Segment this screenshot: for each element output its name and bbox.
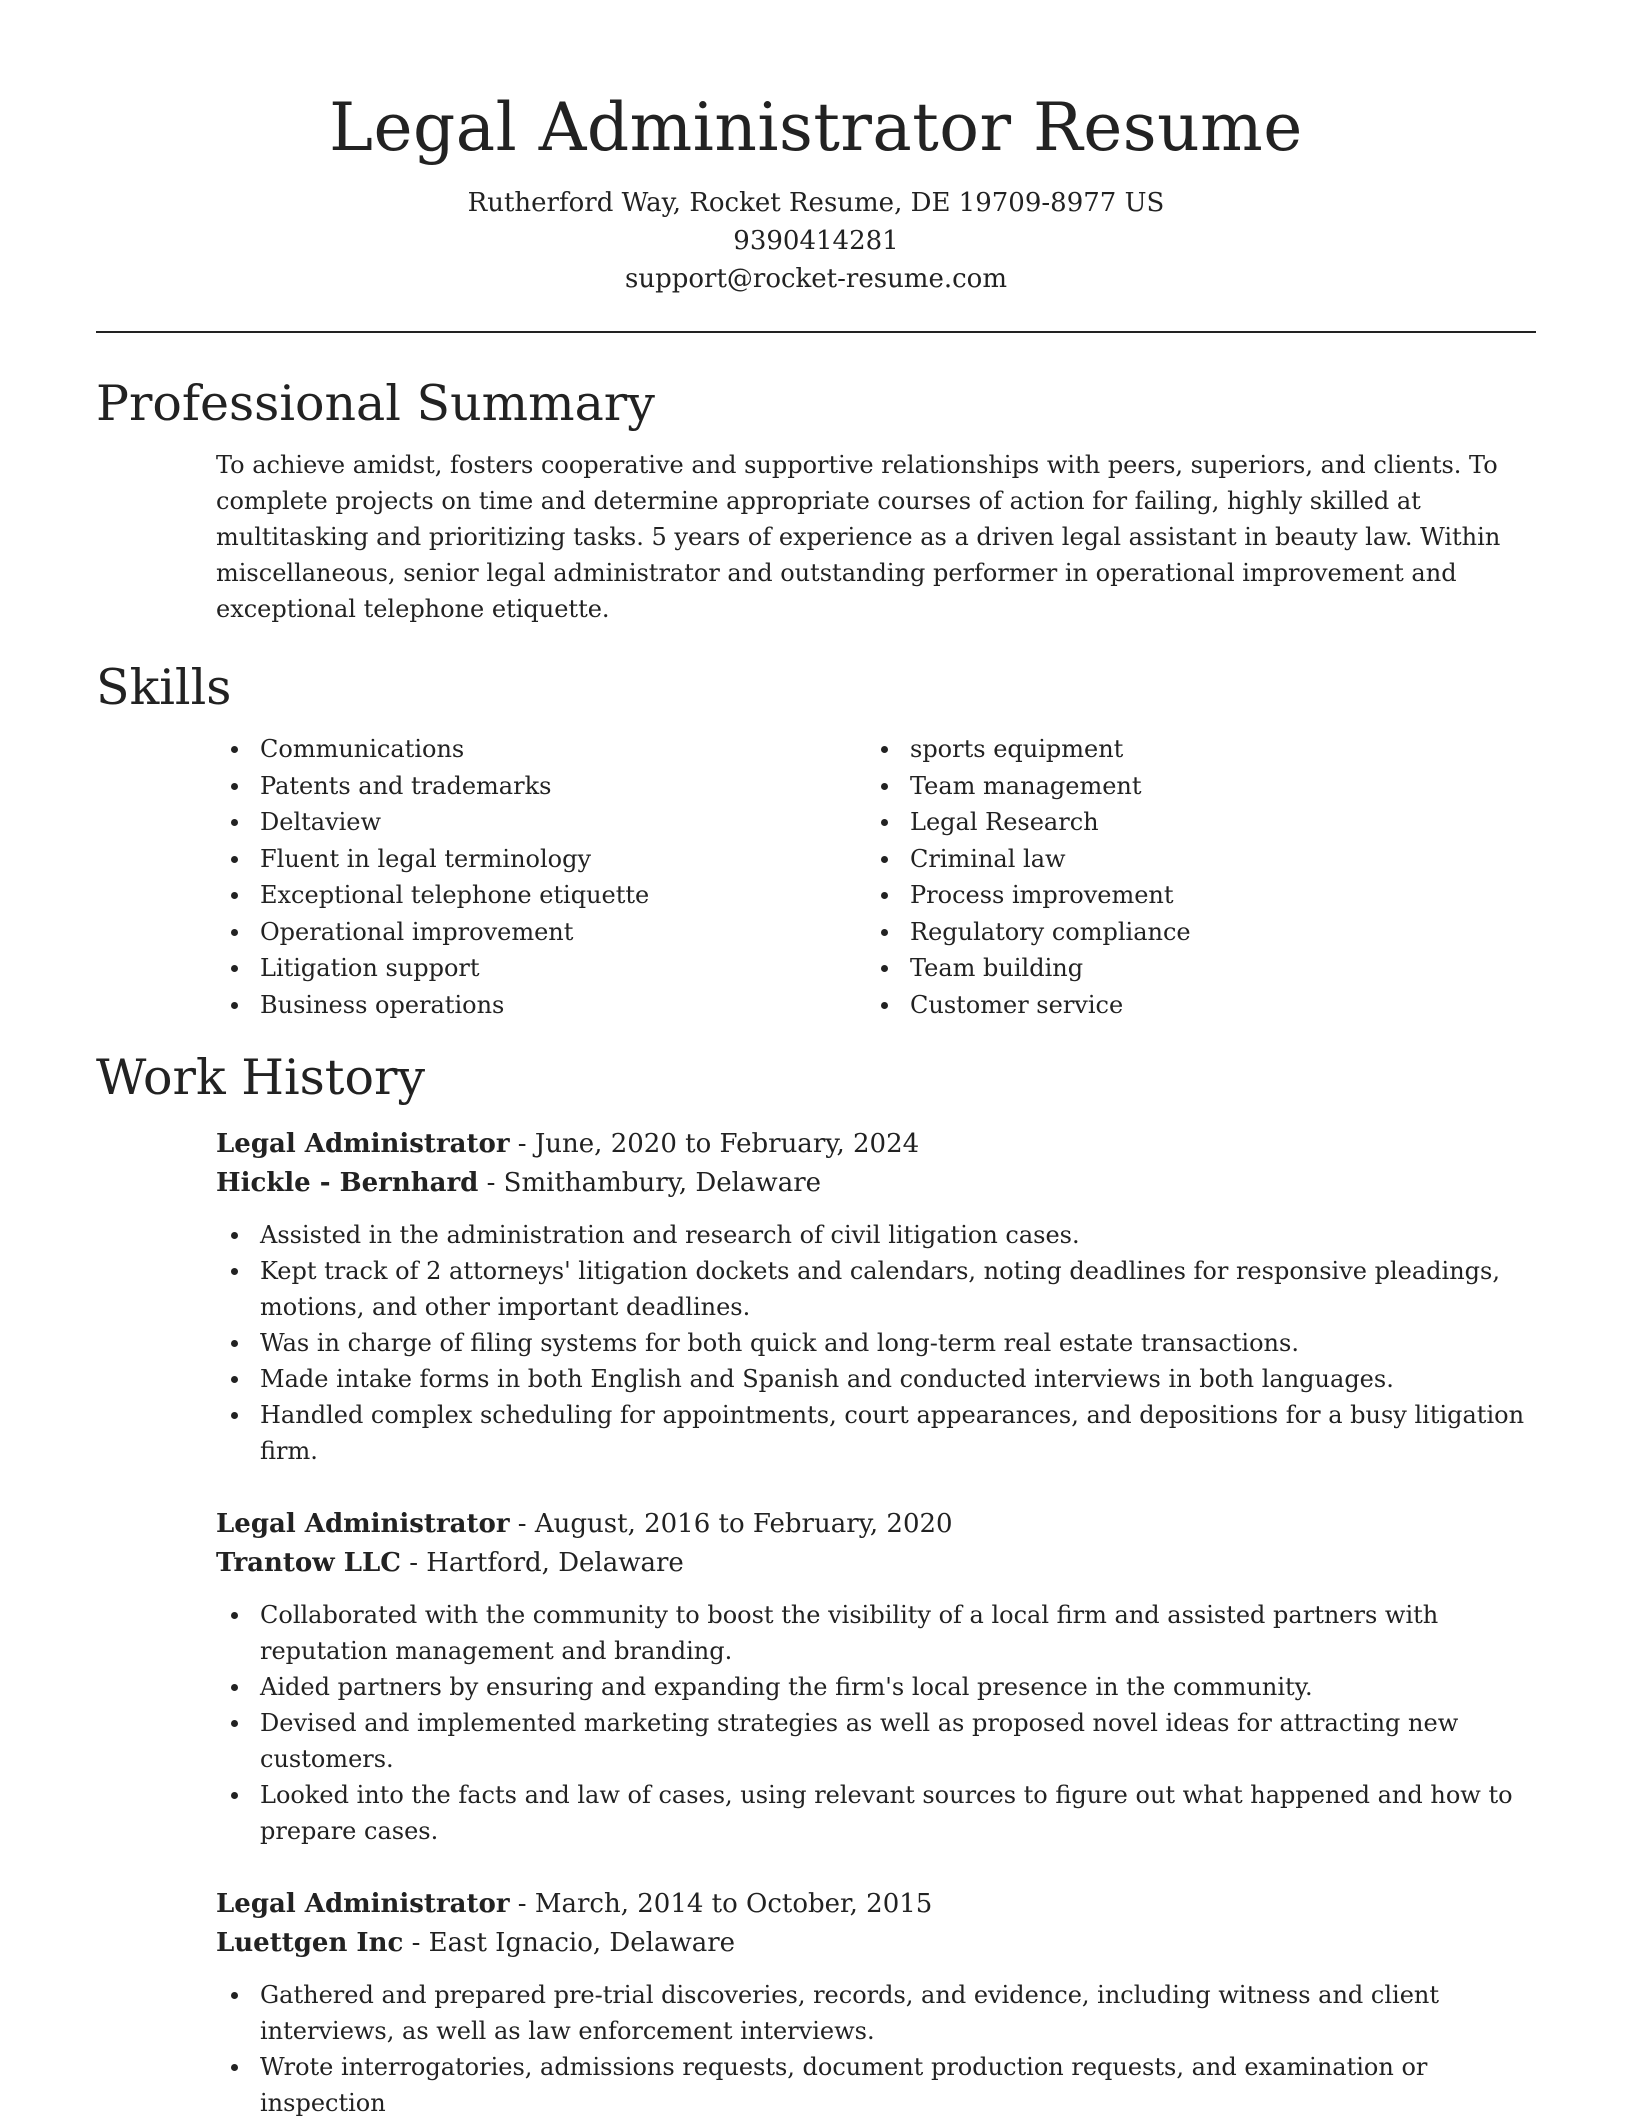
skill-item: Litigation support xyxy=(216,950,866,987)
job-dates: - March, 2014 to October, 2015 xyxy=(509,1889,933,1919)
skill-item: Communications xyxy=(216,731,866,768)
job-duties xyxy=(216,1597,1536,1849)
job-duty-item: Kept track of 2 attorneys' litigation dockets and calendars, noting deadlines for responsive pleadings, motions, and other important deadlines. xyxy=(216,1253,1536,1325)
job-employer-line xyxy=(216,1164,1536,1203)
resume-header xyxy=(96,0,1536,298)
job-employer: Trantow LLC xyxy=(216,1548,401,1578)
section-heading-skills: Skills xyxy=(96,659,232,716)
job-duties xyxy=(216,1217,1536,1469)
header-divider xyxy=(96,331,1536,333)
job-entry xyxy=(216,1125,1536,1469)
skills-list-left xyxy=(216,731,866,1023)
skills-columns xyxy=(216,731,1536,1023)
resume-title: Legal Administrator Resume xyxy=(329,89,1303,166)
skill-item: Criminal law xyxy=(866,841,1516,878)
skill-item: Patents and trademarks xyxy=(216,768,866,805)
job-dates: - August, 2016 to February, 2020 xyxy=(509,1509,953,1539)
skill-item: Deltaview xyxy=(216,804,866,841)
job-employer: Luettgen Inc xyxy=(216,1928,404,1958)
job-title: Legal Administrator xyxy=(216,1129,510,1159)
job-location: - Smithambury, Delaware xyxy=(478,1168,822,1198)
job-employer-line xyxy=(216,1924,1536,1963)
job-duty-item: Looked into the facts and law of cases, using relevant sources to figure out what happened and how to prepare cases. xyxy=(216,1777,1536,1849)
job-duty-item: Devised and implemented marketing strategies as well as proposed novel ideas for attracting new customers. xyxy=(216,1705,1536,1777)
job-entry xyxy=(216,1505,1536,1849)
job-title: Legal Administrator xyxy=(216,1889,510,1919)
skill-item: Regulatory compliance xyxy=(866,914,1516,951)
job-title-line xyxy=(216,1885,1536,1924)
job-duty-item: Was in charge of filing systems for both quick and long-term real estate transactions. xyxy=(216,1325,1536,1361)
skill-item: Legal Research xyxy=(866,804,1516,841)
contact-email: support@rocket-resume.com xyxy=(624,264,1007,294)
job-title-line xyxy=(216,1505,1536,1544)
skills-section xyxy=(96,655,1536,1023)
job-title: Legal Administrator xyxy=(216,1509,510,1539)
work-history-section xyxy=(96,1045,1536,2121)
summary-text: To achieve amidst, fosters cooperative and supportive relationships with peers, superiors, and clients. To complete projects on time and determine appropriate courses of action for failing, highly skilled at multitasking and prioritizing tasks. 5 years of experience as a driven legal assistant in beauty law. Within miscellaneous, senior legal administrator and outstanding performer in operational improvement and exceptional telephone etiquette. xyxy=(216,451,1501,623)
job-entry xyxy=(216,1885,1536,2121)
job-duty-item: Handled complex scheduling for appointments, court appearances, and depositions for a busy litigation firm. xyxy=(216,1397,1536,1469)
job-duty-item: Gathered and prepared pre-trial discoveries, records, and evidence, including witness and client interviews, as well as law enforcement interviews. xyxy=(216,1977,1536,2049)
job-duty-item: Aided partners by ensuring and expanding the firm's local presence in the community. xyxy=(216,1669,1536,1705)
professional-summary-section xyxy=(96,371,1536,627)
skill-item: Fluent in legal terminology xyxy=(216,841,866,878)
job-duty-item: Collaborated with the community to boost the visibility of a local firm and assisted partners with reputation management and branding. xyxy=(216,1597,1536,1669)
job-dates: - June, 2020 to February, 2024 xyxy=(509,1129,920,1159)
job-location: - Hartford, Delaware xyxy=(400,1548,684,1578)
skill-item: Exceptional telephone etiquette xyxy=(216,877,866,914)
skill-item: Team management xyxy=(866,768,1516,805)
skill-item: sports equipment xyxy=(866,731,1516,768)
job-duty-item: Assisted in the administration and research of civil litigation cases. xyxy=(216,1217,1536,1253)
job-employer-line xyxy=(216,1544,1536,1583)
contact-address: Rutherford Way, Rocket Resume, DE 19709-8977 US xyxy=(467,188,1165,218)
contact-phone: 9390414281 xyxy=(733,226,899,256)
skill-item: Process improvement xyxy=(866,877,1516,914)
skill-item: Team building xyxy=(866,950,1516,987)
section-heading-work: Work History xyxy=(96,1049,426,1106)
section-heading-summary: Professional Summary xyxy=(96,375,655,432)
job-duty-item: Wrote interrogatories, admissions requests, document production requests, and examination or inspection xyxy=(216,2049,1536,2121)
skill-item: Business operations xyxy=(216,987,866,1024)
job-title-line xyxy=(216,1125,1536,1164)
job-location: - East Ignacio, Delaware xyxy=(403,1928,736,1958)
skill-item: Customer service xyxy=(866,987,1516,1024)
job-duties xyxy=(216,1977,1536,2121)
skill-item: Operational improvement xyxy=(216,914,866,951)
job-employer: Hickle - Bernhard xyxy=(216,1168,479,1198)
skills-list-right xyxy=(866,731,1516,1023)
job-duty-item: Made intake forms in both English and Spanish and conducted interviews in both languages. xyxy=(216,1361,1536,1397)
